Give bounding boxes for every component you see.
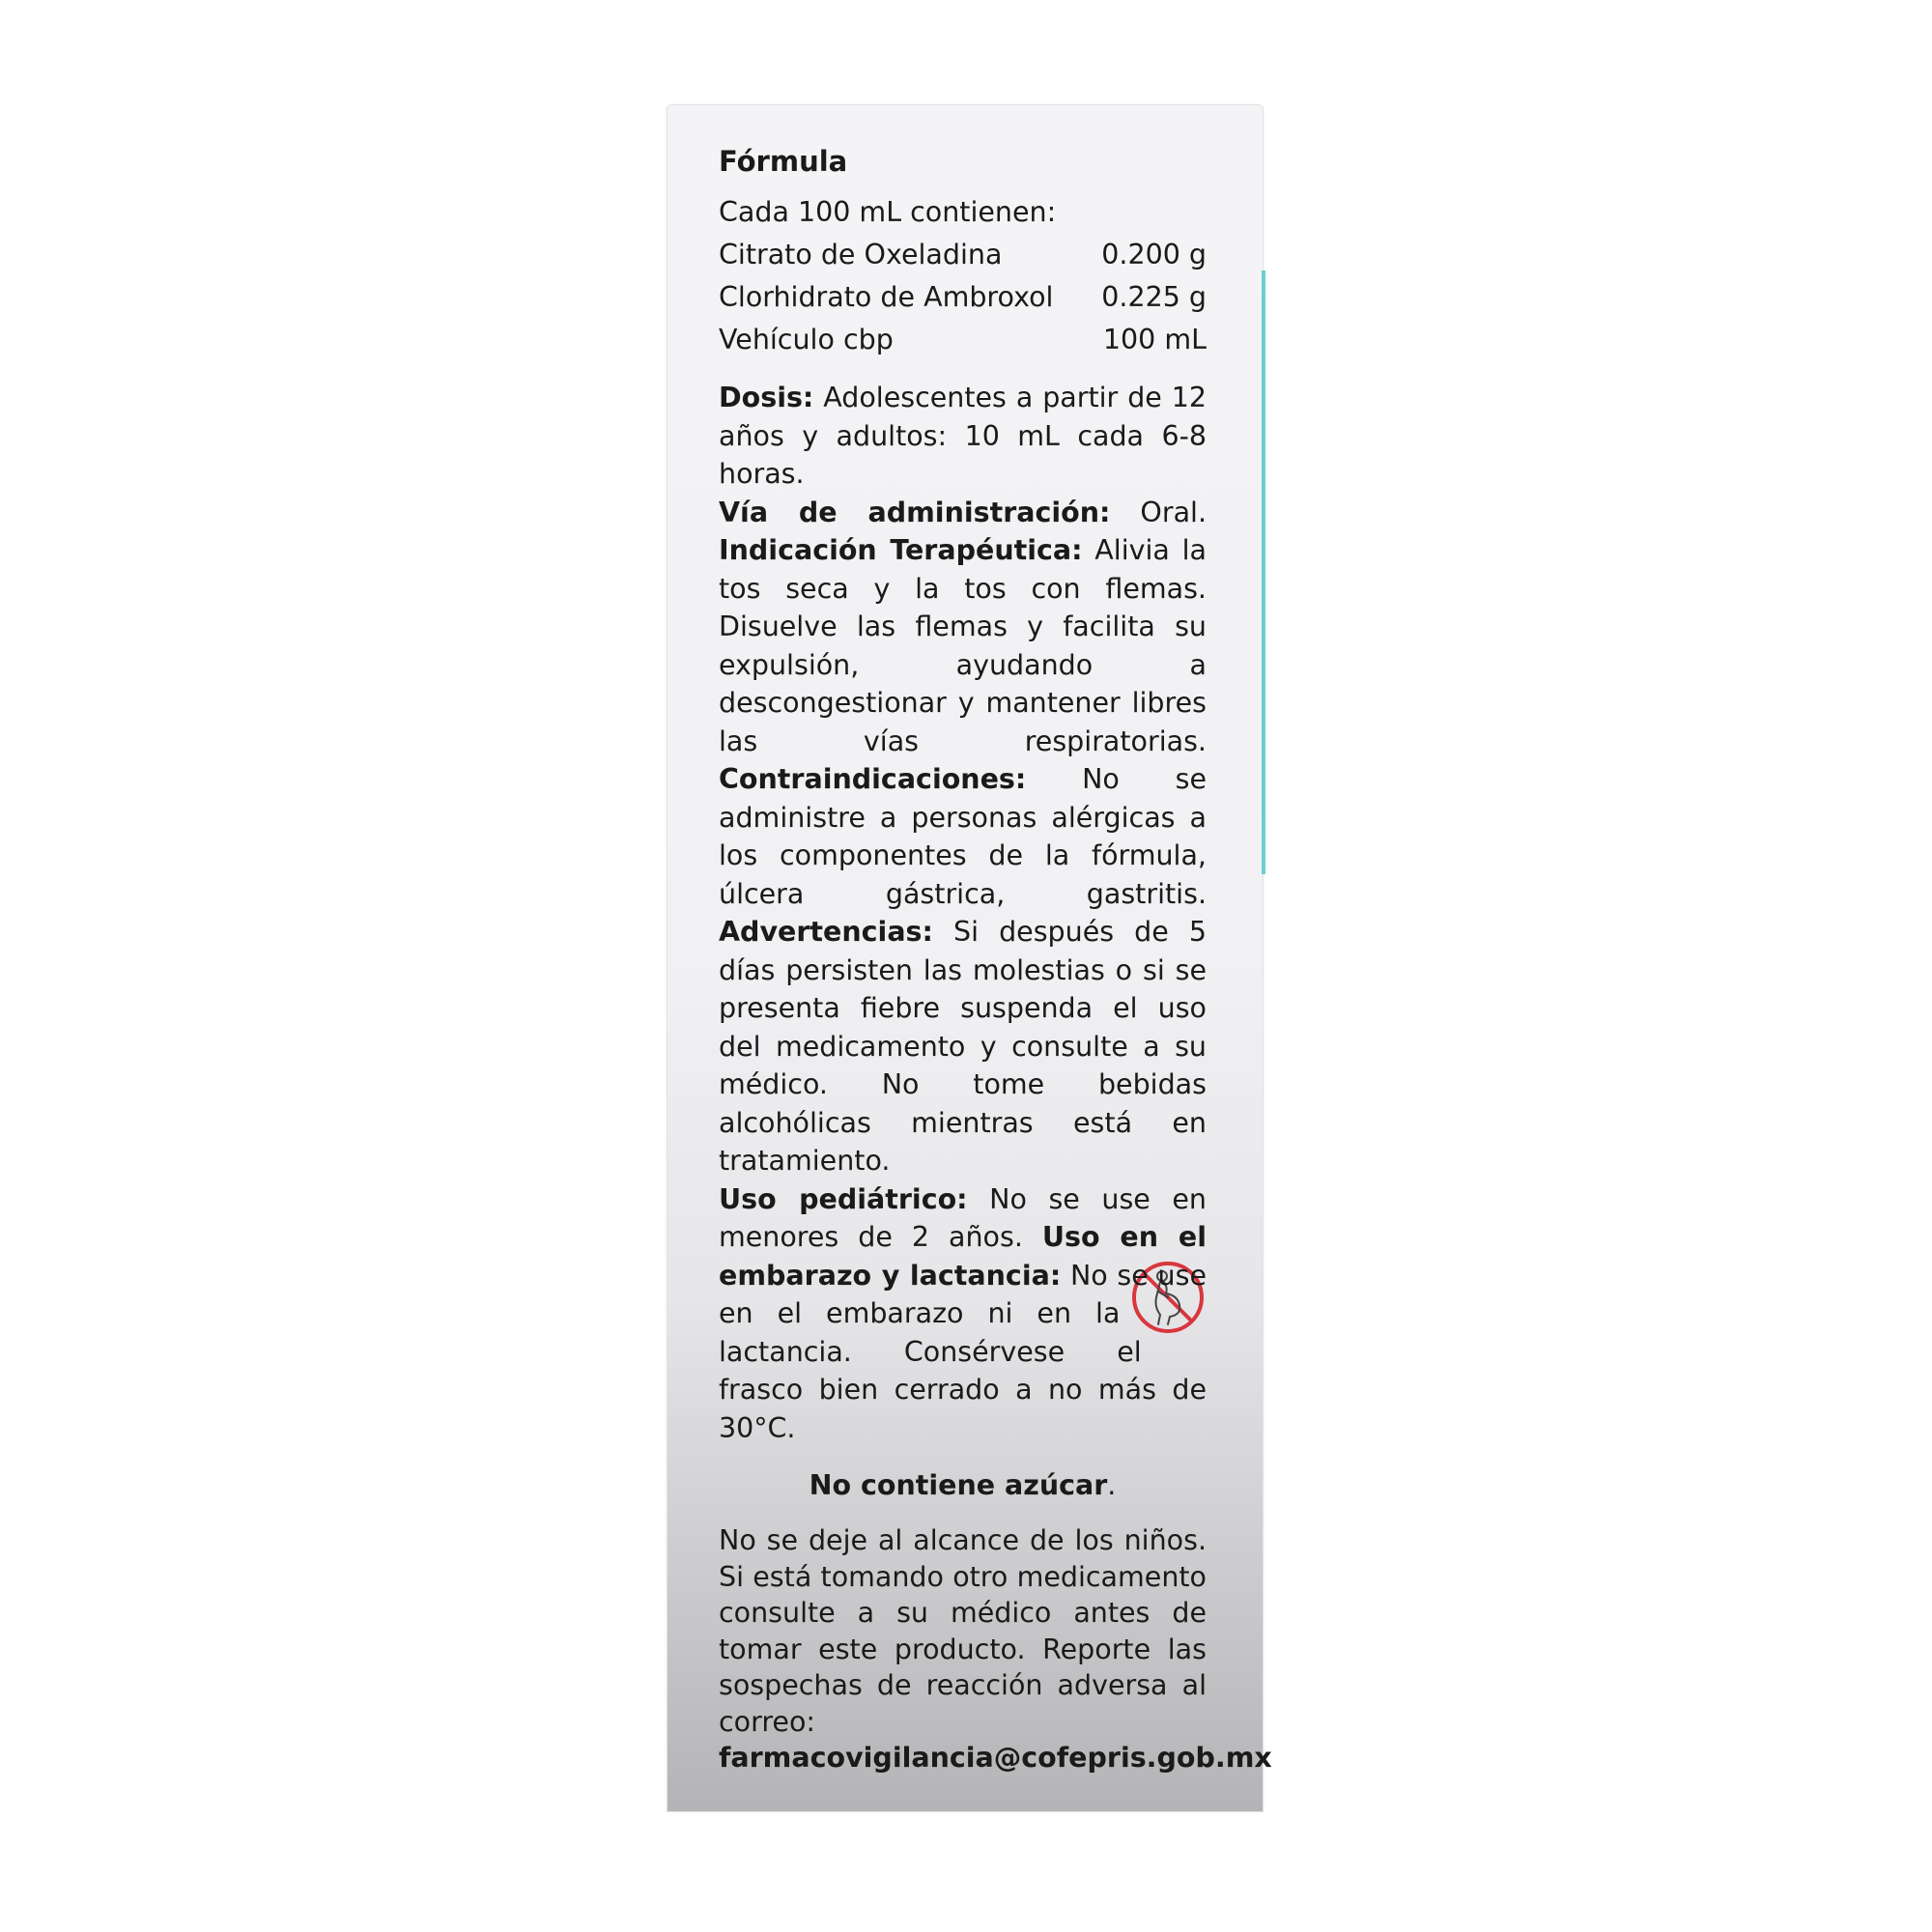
contraindications-label: Contraindicaciones: [719,763,1027,795]
label-content [719,145,1272,1776]
package-teal-edge [1262,270,1265,874]
pregnancy-text: No se use en el embarazo ni en la lactancia. Consérvese el frasco bien cerrado a no más de 30°C. [719,1259,1207,1444]
ingredient-amount: 0.200 g [1101,239,1207,270]
safety-warning-paragraph [719,1522,1272,1776]
dosage-paragraph [719,379,1207,494]
route-label: Vía de administración: [719,496,1111,528]
ingredient-amount: 0.225 g [1101,281,1207,313]
sugar-free-bold: No contiene azúcar [809,1469,1108,1501]
ingredient-row [719,276,1207,319]
pharmacovigilance-email: farmacovigilancia@cofepris.gob.mx [719,1742,1272,1774]
ingredient-row [719,319,1207,361]
ingredient-amount: 100 mL [1102,324,1207,355]
formula-intro [719,191,1207,234]
ingredient-name: Clorhidrato de Ambroxol [719,281,1054,313]
contraindications-text: No se administre a personas alérgicas a los componentes de la fórmula, úlcera gástrica, gastritis. [719,763,1207,910]
route-text: Oral. [1110,496,1208,528]
ingredient-name: Vehículo cbp [719,324,894,355]
main-info-paragraph [719,494,1207,1180]
indication-text: Alivia la tos seca y la tos con flemas. Disuelve las flemas y facilita su expulsión, ayudando a descongestionar y mantener libres las vías respiratorias. [719,534,1207,757]
warnings-label: Advertencias: [719,916,933,948]
pediatric-pregnancy-paragraph [719,1180,1207,1448]
formula-heading: Fórmula [719,145,848,178]
pediatric-label: Uso pediátrico: [719,1182,968,1215]
warnings-text: Si después de 5 días persisten las molestias o si se presenta fiebre suspenda el uso del medicamento y consulte a su médico. No tome bebidas alcohólicas mientras está en tratamiento. [719,916,1207,1177]
pediatric-pregnancy-block [719,1180,1207,1448]
ingredient-row [719,234,1207,276]
pediatric-text: No se use en menores de 2 años. [719,1182,1207,1253]
pregnancy-label: Uso en el embarazo y lactancia: [719,1221,1208,1292]
sugar-free-tail: . [1107,1469,1117,1501]
formula-intro-text: Cada 100 mL contienen: [719,196,1057,228]
safety-warning-text: No se deje al alcance de los niños. Si está tomando otro medicamento consulte a su médico antes de tomar este producto. Reporte las sospechas de reacción adversa al correo: [719,1524,1207,1738]
dosage-text: Adolescentes a partir de 12 años y adultos: 10 mL cada 6-8 horas. [719,382,1207,490]
ingredient-name: Citrato de Oxeladina [719,239,1003,270]
dosage-label: Dosis: [719,382,814,413]
sugar-free-notice [719,1468,1207,1503]
indication-label: Indicación Terapéutica: [719,534,1083,566]
